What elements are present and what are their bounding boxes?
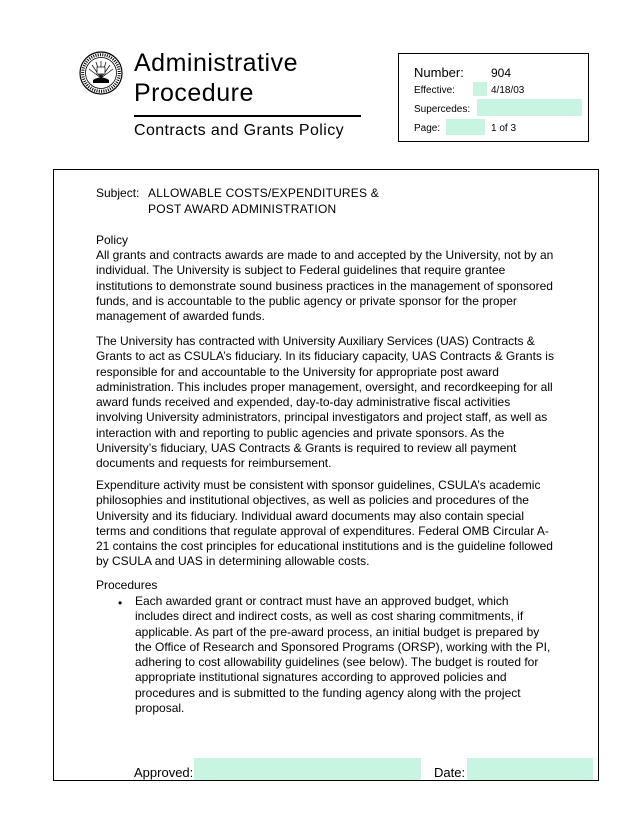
number-value: 904 [491, 66, 512, 80]
policy-name: Contracts and Grants Policy [134, 122, 344, 139]
approved-field[interactable] [194, 758, 421, 780]
title-line-1: Administrative [134, 49, 298, 77]
number-label: Number: [414, 65, 464, 80]
page-field-fill[interactable] [446, 119, 485, 135]
document-info-box [398, 53, 589, 142]
effective-value: 4/18/03 [491, 85, 525, 96]
date-label: Date: [434, 765, 466, 780]
title-line-2: Procedure [134, 79, 254, 107]
bullet-marker: • [118, 596, 123, 610]
page-label: Page: [414, 123, 441, 134]
subject-line-2: POST AWARD ADMINISTRATION [148, 202, 337, 216]
effective-field-fill[interactable] [473, 82, 487, 96]
policy-paragraph-3: Expenditure activity must be consistent with sponsor guidelines, CSULA’s academic philosophies and institutional objectives, as well as policies and procedures of the University and its fiduciary. Individual award documents may also contain special terms and conditions that regulate approval of expenditures. Federal OMB Circular A-21 contains the cost principles for educational institutions and is the guideline followed by CSULA and UAS in determining allowable costs. [96, 478, 553, 569]
supercedes-label: Supercedes: [414, 104, 471, 115]
policy-heading: Policy [96, 233, 129, 247]
date-field[interactable] [467, 758, 593, 780]
page-title [134, 48, 298, 108]
procedures-heading: Procedures [96, 578, 158, 592]
university-seal-icon [79, 51, 123, 95]
subject-label: Subject: [96, 186, 140, 200]
effective-label: Effective: [414, 85, 455, 96]
policy-paragraph-2: The University has contracted with University Auxiliary Services (UAS) Contracts & Grants to act as CSULA’s fiduciary. In its fiduciary capacity, UAS Contracts & Grants is responsible for and accountable to the University for appropriate post award administration. This includes proper management, oversight, and recordkeeping for all award funds received and expended, day-to-day administrative fiscal activities involving University administrators, principal investigators and project staff, as well as interaction with and reporting to public agencies and private sponsors. As the University’s fiduciary, UAS Contracts & Grants is required to review all payment documents and requests for reimbursement. [96, 334, 554, 471]
title-divider [134, 115, 361, 117]
page-value: 1 of 3 [491, 123, 517, 134]
policy-paragraph-1: All grants and contracts awards are made to and accepted by the University, not by an individual. The University is subject to Federal guidelines that require grantee institutions to demonstrate sound business practices in the management of sponsored funds, and is accountable to the public agency or private sponsor for the proper management of awarded funds. [96, 248, 554, 324]
procedure-bullet-1: Each awarded grant or contract must have an approved budget, which includes direct and indirect costs, as well as cost sharing commitments, if applicable. As part of the pre-award process, an initial budget is prepared by the Office of Research and Sponsored Programs (ORSP), working with the PI, adhering to cost allowability guidelines (see below). The budget is routed for appropriate institutional signatures according to approved policies and procedures and is submitted to the funding agency along with the project proposal. [135, 594, 551, 716]
approved-label: Approved: [134, 765, 194, 780]
supercedes-field[interactable] [477, 99, 582, 116]
subject-line-1: ALLOWABLE COSTS/EXPENDITURES & [148, 186, 379, 200]
